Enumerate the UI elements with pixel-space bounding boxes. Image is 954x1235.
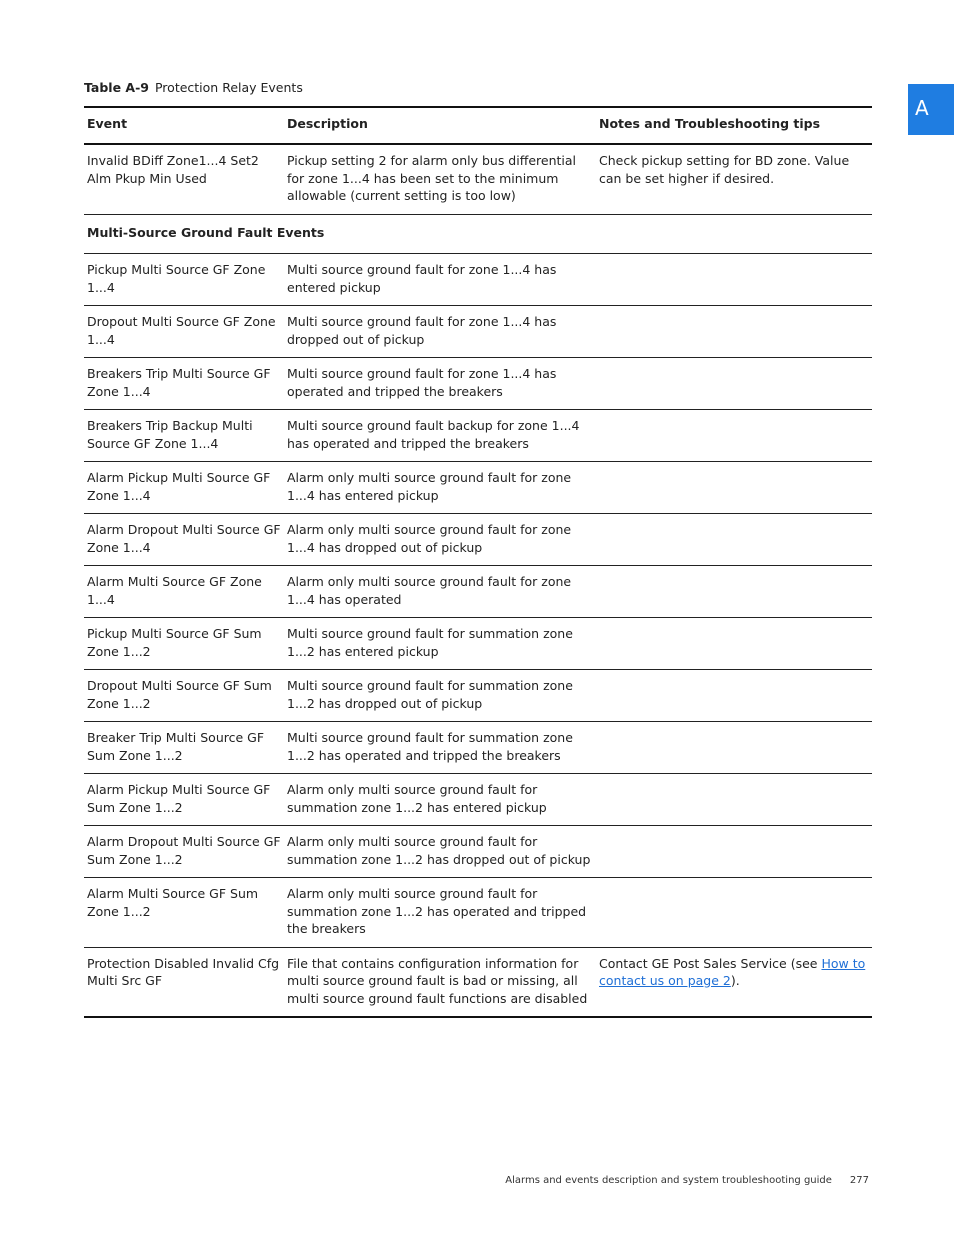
table-header-row <box>84 107 872 144</box>
notes-cell <box>596 722 872 774</box>
table-row <box>84 947 872 1017</box>
notes-cell <box>596 670 872 722</box>
event-cell: Protection Disabled Invalid Cfg Multi Src GF <box>87 955 280 988</box>
table-row <box>84 462 872 514</box>
description-cell: Alarm only multi source ground fault for summation zone 1...2 has dropped out of pickup <box>287 834 591 867</box>
description-cell: Multi source ground fault for zone 1...4 has operated and tripped the breakers <box>287 366 557 399</box>
table-row <box>84 618 872 670</box>
event-cell: Breakers Trip Multi Source GF Zone 1...4 <box>87 366 271 399</box>
table-row <box>84 722 872 774</box>
notes-text-after: ). <box>730 973 740 988</box>
table-row <box>84 358 872 410</box>
page-number: 277 <box>849 1175 869 1186</box>
event-cell: Alarm Dropout Multi Source GF Zone 1...4 <box>87 522 281 555</box>
table-caption <box>84 80 303 95</box>
table-row <box>84 514 872 566</box>
description-cell: Alarm only multi source ground fault for zone 1...4 has operated <box>287 574 572 607</box>
event-cell: Alarm Pickup Multi Source GF Zone 1...4 <box>87 470 271 503</box>
events-table <box>84 106 872 1018</box>
table-row <box>84 670 872 722</box>
table-row <box>84 410 872 462</box>
description-cell: Multi source ground fault for summation zone 1...2 has dropped out of pickup <box>287 678 573 711</box>
description-cell: Multi source ground fault for summation zone 1...2 has operated and tripped the breakers <box>287 730 573 763</box>
contact-us-link[interactable]: How to contact us on page 2 <box>599 955 866 988</box>
notes-cell <box>596 254 872 306</box>
description-cell: Alarm only multi source ground fault for summation zone 1...2 has entered pickup <box>287 782 547 815</box>
event-cell: Dropout Multi Source GF Zone 1...4 <box>87 314 276 347</box>
description-cell: Alarm only multi source ground fault for zone 1...4 has dropped out of pickup <box>287 522 572 555</box>
footer-title: Alarms and events description and system troubleshooting guide <box>505 1175 832 1186</box>
event-cell: Alarm Dropout Multi Source GF Sum Zone 1...2 <box>87 834 281 867</box>
page-footer <box>505 1175 869 1186</box>
column-header-description: Description <box>287 116 368 131</box>
table-row <box>84 144 872 214</box>
notes-cell <box>596 410 872 462</box>
section-heading: Multi-Source Ground Fault Events <box>87 224 325 240</box>
section-row <box>84 214 872 254</box>
event-cell: Pickup Multi Source GF Sum Zone 1...2 <box>87 626 262 659</box>
description-cell: Multi source ground fault for zone 1...4 has dropped out of pickup <box>287 314 557 347</box>
appendix-tab <box>908 84 954 135</box>
description-cell: Alarm only multi source ground fault for summation zone 1...2 has operated and tripped the breakers <box>287 886 587 936</box>
table-row <box>84 566 872 618</box>
description-cell: Multi source ground fault for summation zone 1...2 has entered pickup <box>287 626 573 659</box>
event-cell: Breaker Trip Multi Source GF Sum Zone 1...2 <box>87 730 265 763</box>
event-cell: Invalid BDiff Zone1...4 Set2 Alm Pkup Min Used <box>87 153 259 186</box>
event-cell: Dropout Multi Source GF Sum Zone 1...2 <box>87 678 272 711</box>
table-row <box>84 878 872 948</box>
event-cell: Alarm Pickup Multi Source GF Sum Zone 1...2 <box>87 782 271 815</box>
column-header-notes: Notes and Troubleshooting tips <box>599 116 821 131</box>
table-body <box>84 144 872 1017</box>
notes-cell <box>596 878 872 948</box>
notes-cell <box>596 358 872 410</box>
event-cell: Pickup Multi Source GF Zone 1...4 <box>87 262 266 295</box>
notes-cell <box>596 826 872 878</box>
notes-cell <box>596 947 872 1017</box>
description-cell: Alarm only multi source ground fault for zone 1...4 has entered pickup <box>287 470 572 503</box>
column-header-event: Event <box>87 116 128 131</box>
table-row <box>84 826 872 878</box>
table-caption-title: Protection Relay Events <box>154 80 303 95</box>
description-cell: Multi source ground fault for zone 1...4 has entered pickup <box>287 262 557 295</box>
table-row <box>84 254 872 306</box>
description-cell: Multi source ground fault backup for zone 1...4 has operated and tripped the breakers <box>287 418 580 451</box>
description-cell: Pickup setting 2 for alarm only bus differential for zone 1...4 has been set to the minimum allowable (current setting is too low) <box>287 153 577 203</box>
notes-cell <box>596 566 872 618</box>
notes-cell <box>596 514 872 566</box>
event-cell: Alarm Multi Source GF Zone 1...4 <box>87 574 262 607</box>
event-cell: Alarm Multi Source GF Sum Zone 1...2 <box>87 886 259 919</box>
notes-cell <box>596 618 872 670</box>
table-row <box>84 774 872 826</box>
notes-cell <box>596 774 872 826</box>
notes-cell: Check pickup setting for BD zone. Value can be set higher if desired. <box>599 153 850 186</box>
table-caption-label: Table A-9 <box>84 80 149 95</box>
appendix-tab-letter: A <box>915 96 929 120</box>
table-row <box>84 306 872 358</box>
notes-text: Contact GE Post Sales Service (see <box>599 955 822 971</box>
notes-cell <box>596 306 872 358</box>
notes-cell <box>596 462 872 514</box>
description-cell: File that contains configuration information for multi source ground fault is bad or missing, all multi source ground fault functions are disabled <box>287 955 588 1006</box>
event-cell: Breakers Trip Backup Multi Source GF Zone 1...4 <box>87 418 253 451</box>
